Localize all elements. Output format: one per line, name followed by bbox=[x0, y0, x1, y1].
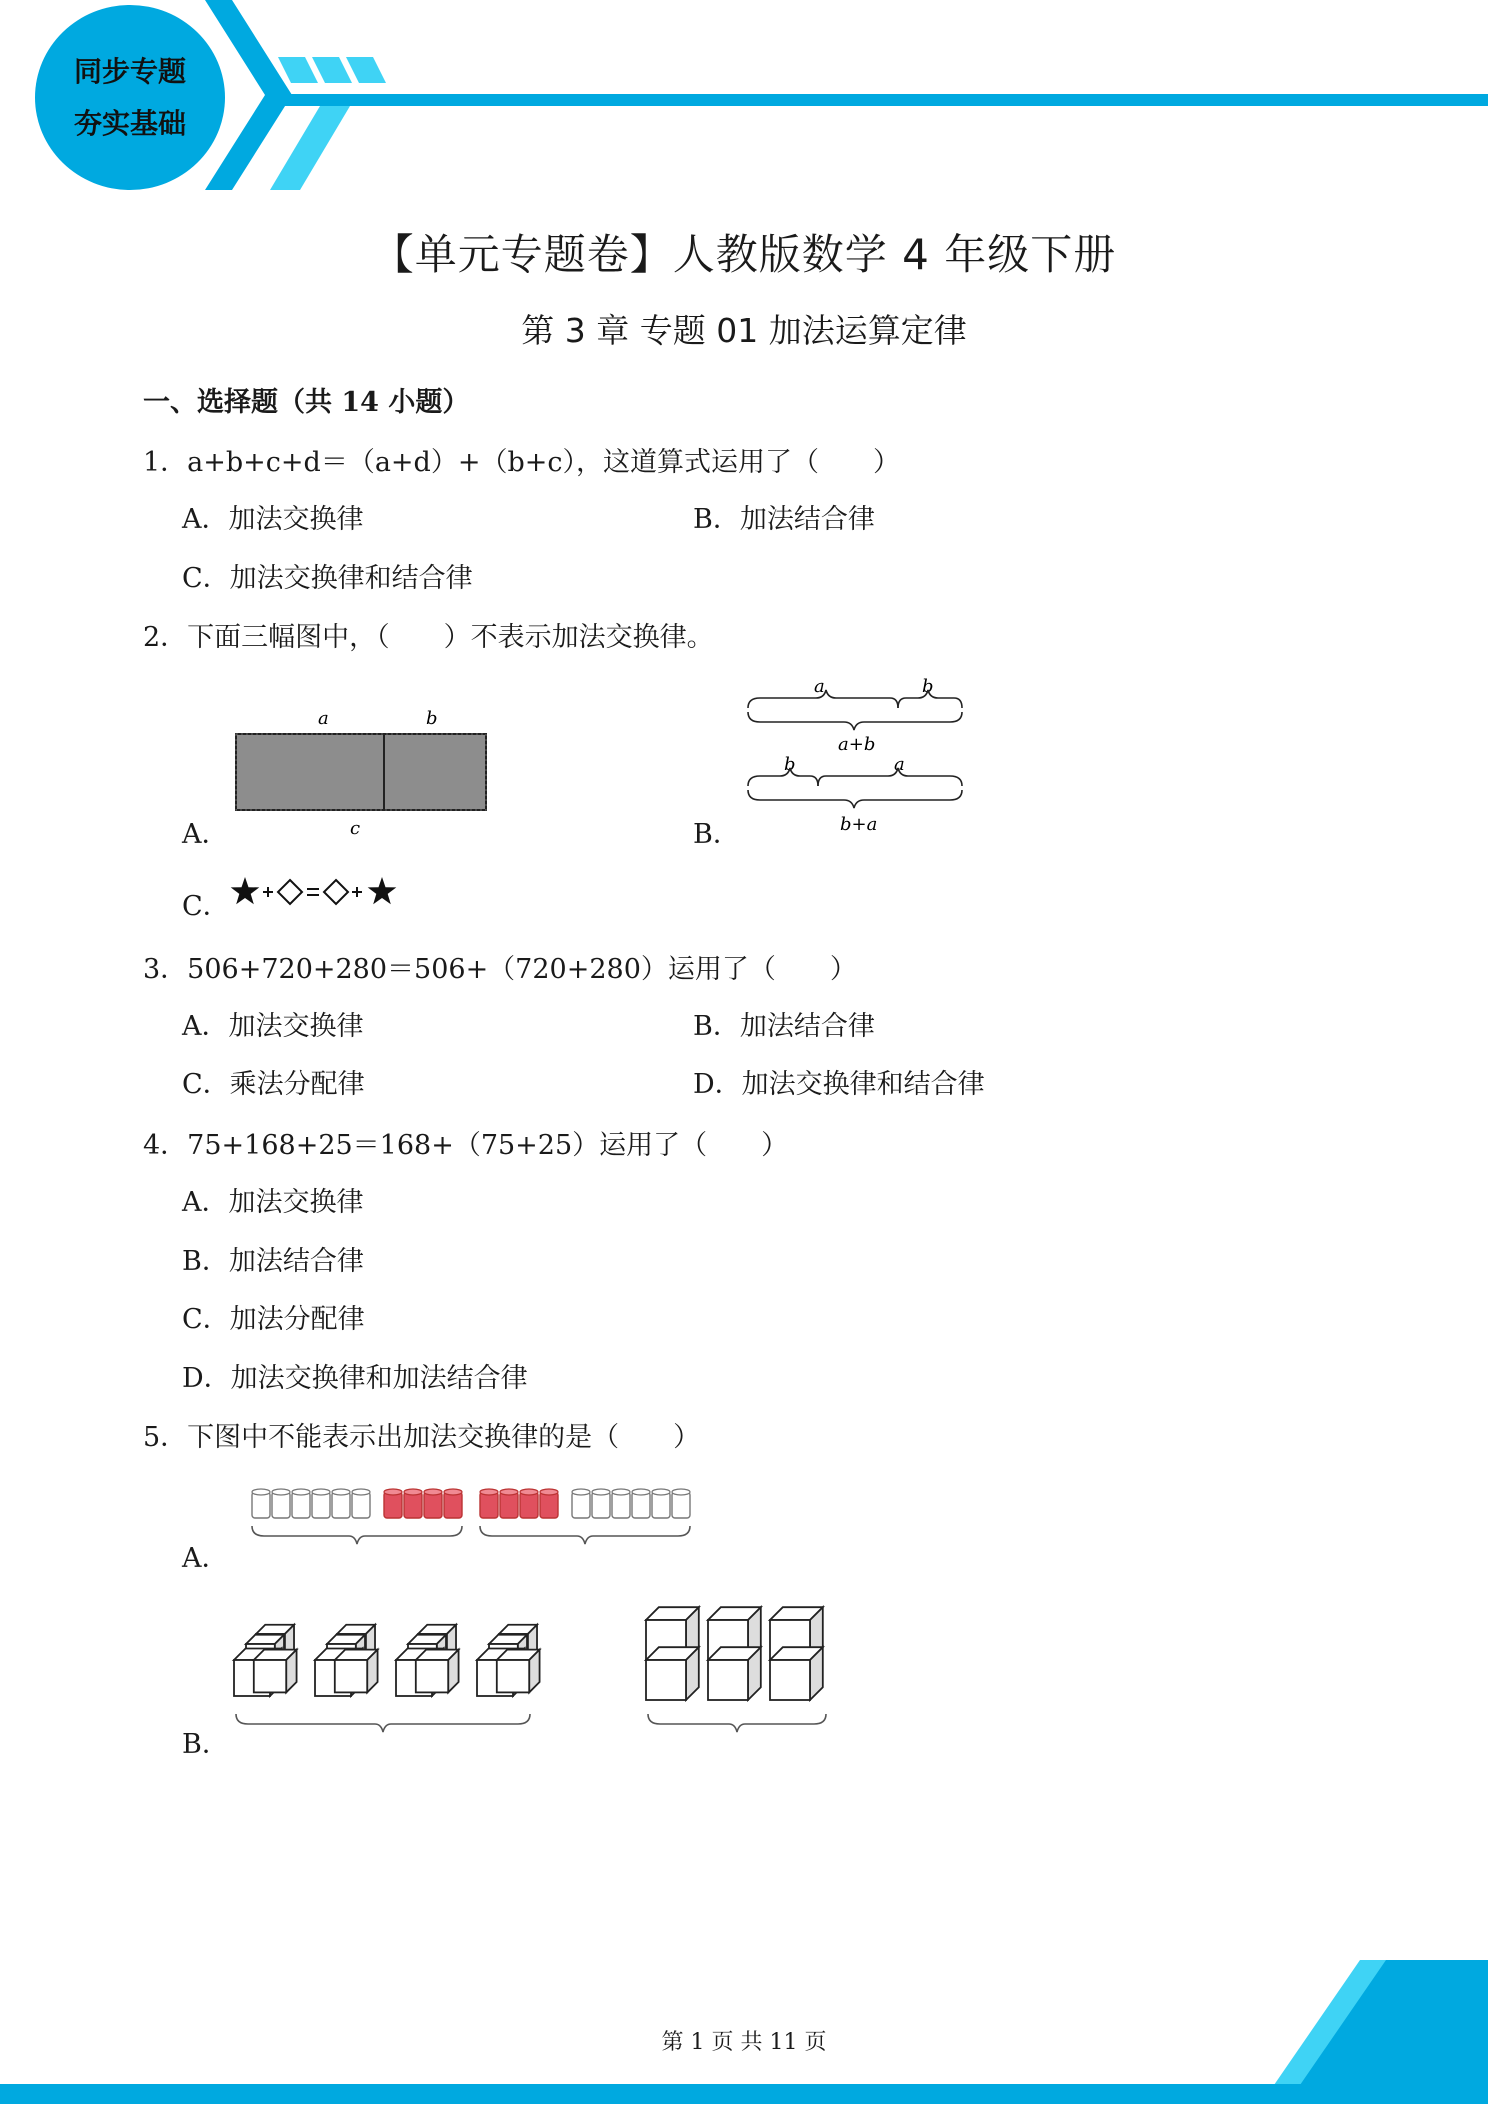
fig-label-a-bottom: a bbox=[894, 754, 905, 775]
white-cup bbox=[632, 1489, 650, 1518]
fig-label-a-plus-b: a+b bbox=[838, 734, 876, 755]
star-icon bbox=[368, 877, 397, 904]
cube-front bbox=[770, 1660, 810, 1700]
white-cup bbox=[272, 1489, 290, 1518]
question-1: 1．a+b+c+d＝（a+d）+（b+c），这道算式运用了（ ） bbox=[143, 447, 900, 478]
cube-front bbox=[335, 1660, 367, 1692]
red-cup bbox=[480, 1489, 498, 1518]
q5-figure-a bbox=[248, 1480, 748, 1560]
question-4: 4．75+168+25＝168+（75+25）运用了（ ） bbox=[143, 1130, 789, 1161]
fig-label-c: c bbox=[350, 818, 361, 839]
fig-label-b-top: b bbox=[922, 676, 934, 697]
white-cup bbox=[352, 1489, 370, 1518]
q2-option-c[interactable]: C． bbox=[182, 891, 230, 922]
white-cup bbox=[312, 1489, 330, 1518]
q2-figure-c bbox=[230, 872, 430, 912]
diamond-icon bbox=[324, 880, 348, 904]
white-cup bbox=[592, 1489, 610, 1518]
badge-line2: 夯实基础 bbox=[73, 106, 186, 140]
q5-figure-b bbox=[230, 1590, 850, 1750]
q3-option-c[interactable]: C．乘法分配律 bbox=[182, 1069, 365, 1100]
fig-label-b: b bbox=[426, 708, 438, 729]
q4-option-b[interactable]: B．加法结合律 bbox=[182, 1246, 364, 1277]
cube-front bbox=[708, 1660, 748, 1700]
question-5: 5．下图中不能表示出加法交换律的是（ ） bbox=[143, 1422, 701, 1453]
diamond-icon bbox=[278, 880, 302, 904]
cube-front bbox=[254, 1660, 286, 1692]
q5-option-a[interactable]: A． bbox=[182, 1543, 229, 1574]
cube-front bbox=[416, 1660, 448, 1692]
red-cup bbox=[404, 1489, 422, 1518]
question-2: 2．下面三幅图中，（ ）不表示加法交换律。 bbox=[143, 622, 714, 653]
brace bbox=[480, 1526, 690, 1544]
fig-label-a: a bbox=[318, 708, 329, 729]
red-cup bbox=[444, 1489, 462, 1518]
white-cup bbox=[292, 1489, 310, 1518]
star-icon bbox=[231, 877, 260, 904]
q2-figure-b bbox=[740, 670, 980, 842]
q3-option-b[interactable]: B．加法结合律 bbox=[693, 1011, 875, 1042]
question-3: 3．506+720+280＝506+（720+280）运用了（ ） bbox=[143, 954, 857, 985]
white-cup bbox=[572, 1489, 590, 1518]
white-cup bbox=[332, 1489, 350, 1518]
q1-option-c[interactable]: C．加法交换律和结合律 bbox=[182, 563, 473, 594]
white-cup bbox=[652, 1489, 670, 1518]
q1-option-a[interactable]: A．加法交换律 bbox=[182, 504, 364, 535]
red-cup bbox=[540, 1489, 558, 1518]
fig-label-a-top: a bbox=[814, 676, 825, 697]
q4-option-d[interactable]: D．加法交换律和加法结合律 bbox=[182, 1363, 528, 1394]
white-cup bbox=[252, 1489, 270, 1518]
red-cup bbox=[500, 1489, 518, 1518]
q2-option-b[interactable]: B． bbox=[693, 819, 740, 850]
q4-option-a[interactable]: A．加法交换律 bbox=[182, 1187, 364, 1218]
section-heading: 一、选择题（共 14 小题） bbox=[143, 387, 470, 418]
cube-front bbox=[646, 1660, 686, 1700]
badge-line1: 同步专题 bbox=[73, 54, 186, 88]
q5-option-b[interactable]: B． bbox=[182, 1729, 229, 1760]
q2-figure-a bbox=[230, 700, 500, 840]
q2-option-a[interactable]: A． bbox=[182, 819, 229, 850]
cube-front bbox=[497, 1660, 529, 1692]
fig-label-b-plus-a: b+a bbox=[840, 814, 878, 835]
fig-label-b-bottom: b bbox=[784, 754, 796, 775]
red-cup bbox=[384, 1489, 402, 1518]
q3-option-a[interactable]: A．加法交换律 bbox=[182, 1011, 364, 1042]
red-cup bbox=[424, 1489, 442, 1518]
brace bbox=[252, 1526, 462, 1544]
brace bbox=[648, 1714, 826, 1732]
red-cup bbox=[520, 1489, 538, 1518]
badge bbox=[35, 5, 225, 190]
page-subtitle: 第 3 章 专题 01 加法运算定律 bbox=[521, 311, 967, 350]
page-footer: 第 1 页 共 11 页 bbox=[661, 2030, 827, 2055]
white-cup bbox=[672, 1489, 690, 1518]
page-title: 【单元专题卷】人教版数学 4 年级下册 bbox=[371, 230, 1117, 279]
q3-option-d[interactable]: D．加法交换律和结合律 bbox=[693, 1069, 985, 1100]
white-cup bbox=[612, 1489, 630, 1518]
q4-option-c[interactable]: C．加法分配律 bbox=[182, 1304, 365, 1335]
brace bbox=[236, 1714, 530, 1732]
q1-option-b[interactable]: B．加法结合律 bbox=[693, 504, 875, 535]
